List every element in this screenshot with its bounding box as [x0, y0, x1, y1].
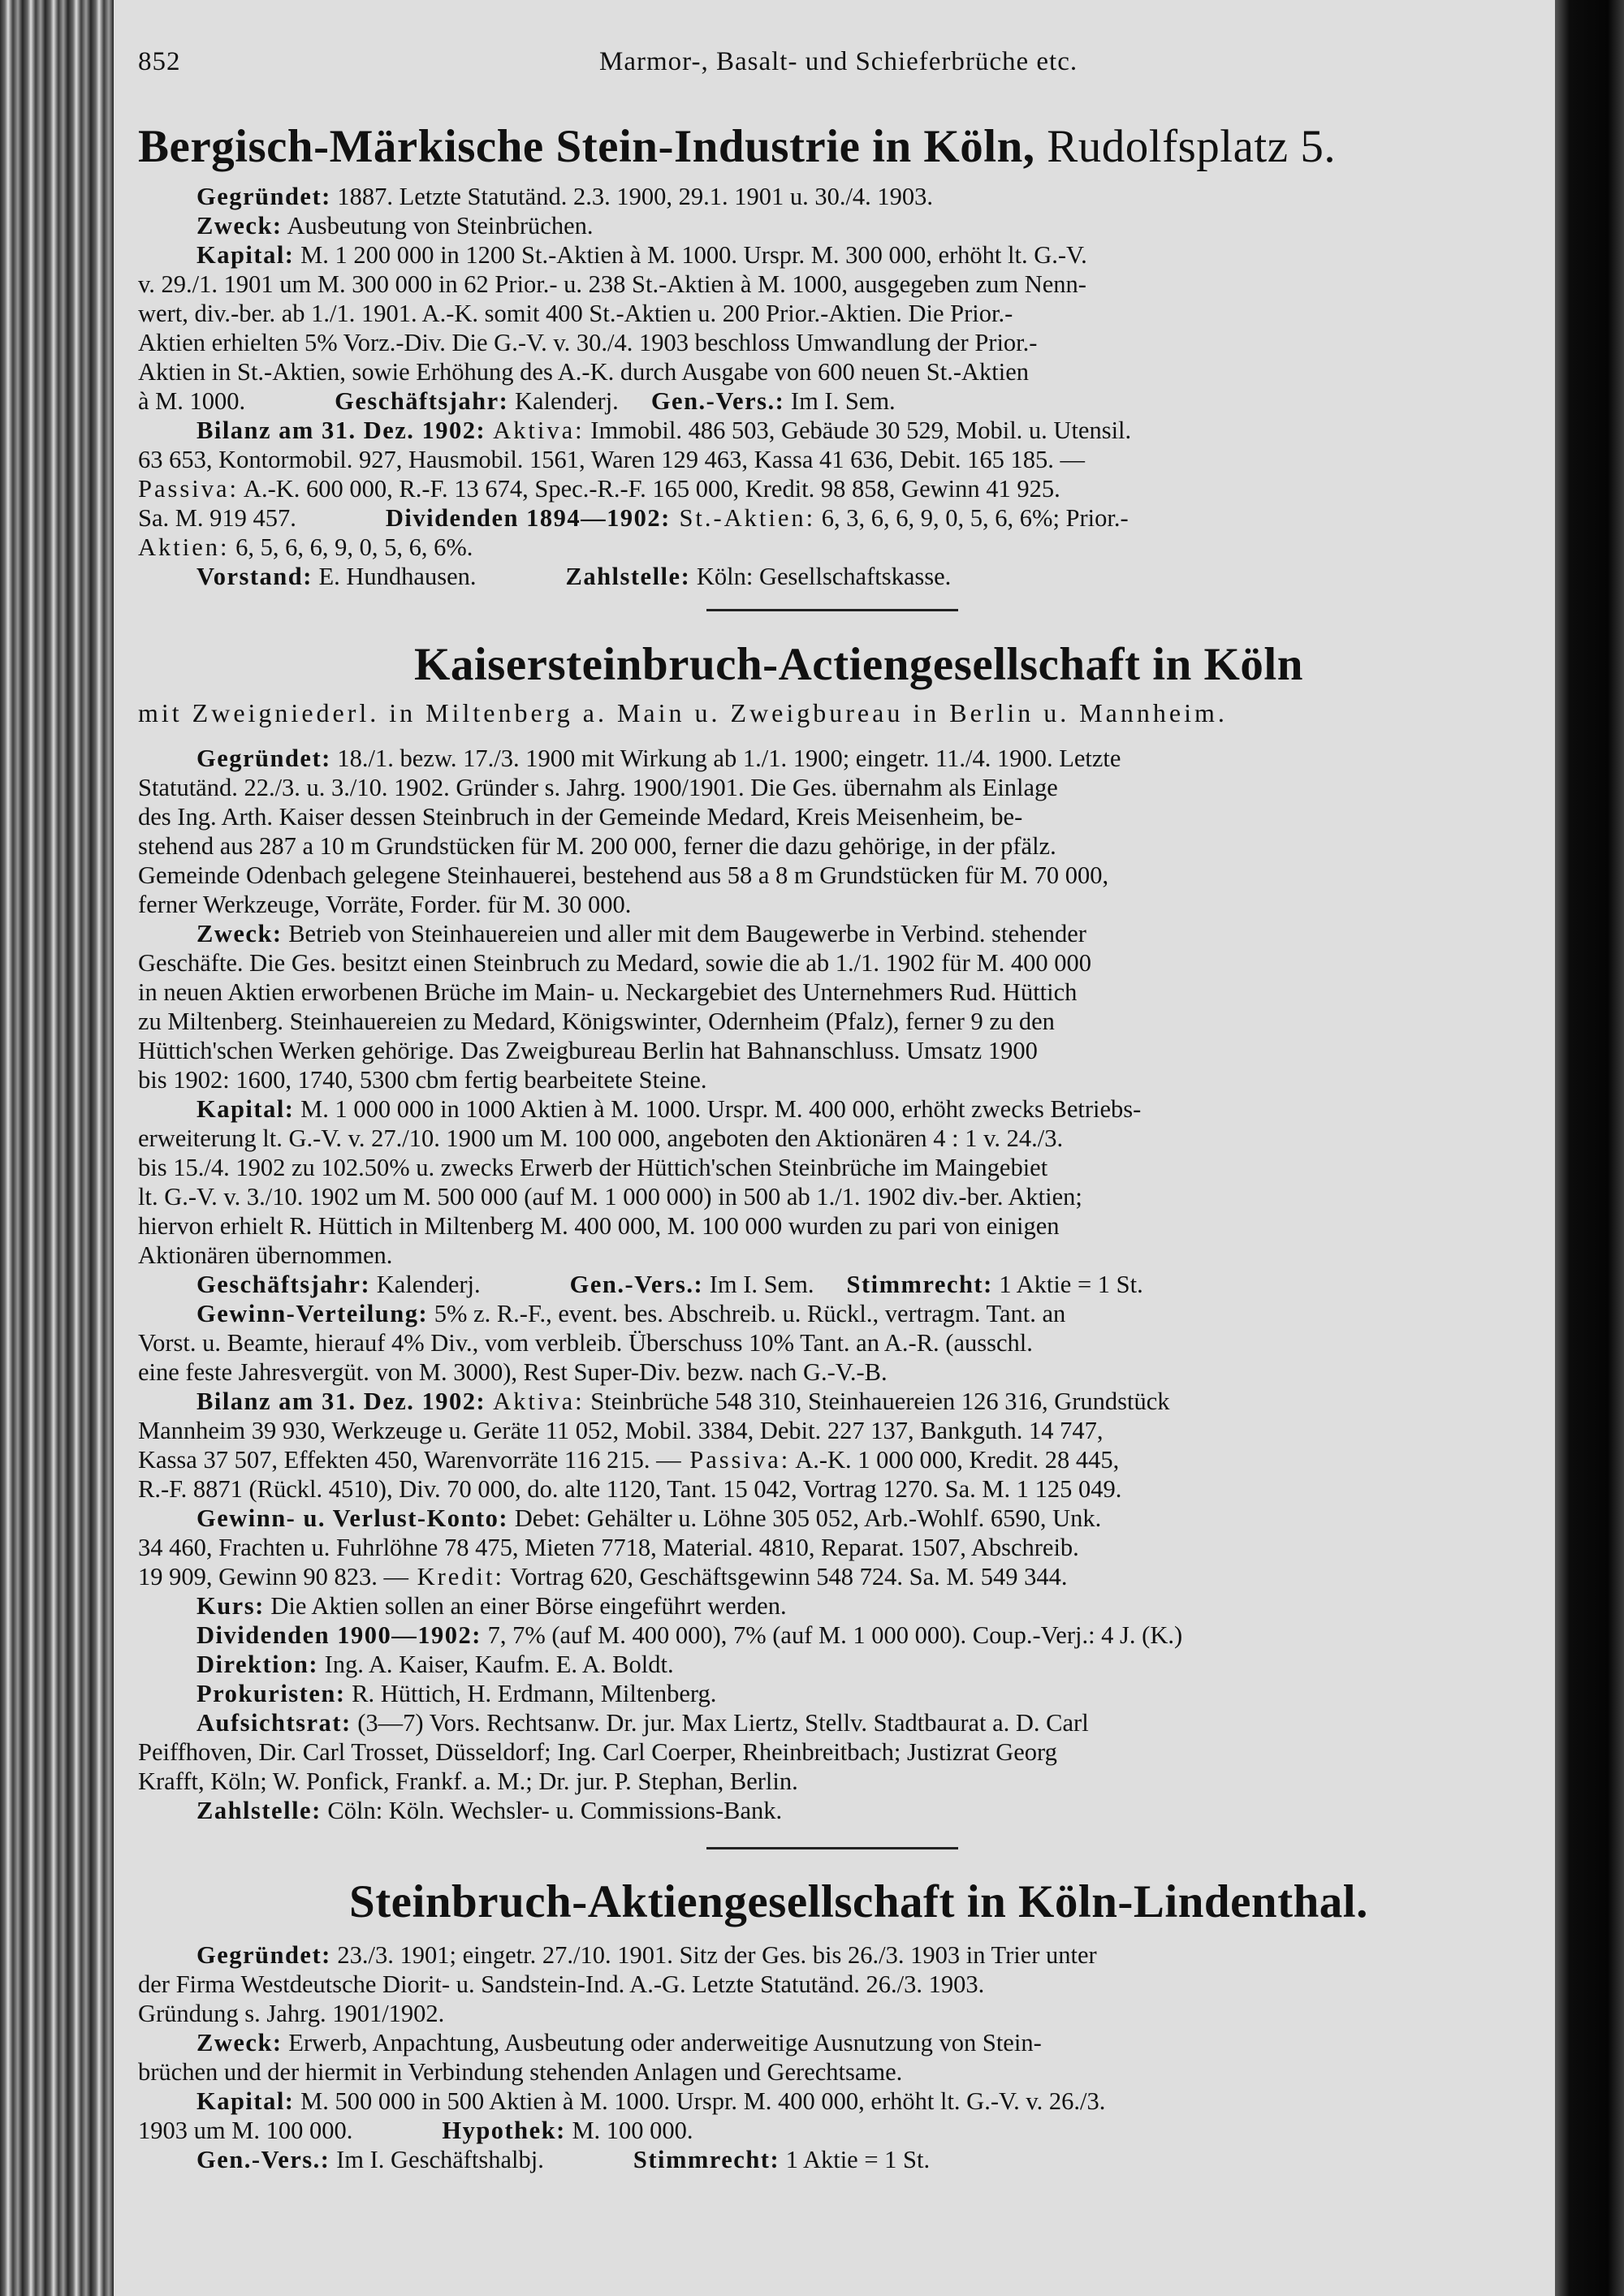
field-text: Erwerb, Anpachtung, Ausbeutung oder anderweitige Ausnutzung von Stein-: [282, 2029, 1042, 2056]
entry-line: [138, 1036, 1038, 1065]
field-sublabel: Aktiva:: [486, 416, 585, 444]
field-label: Geschäftsjahr:: [335, 387, 509, 415]
section-divider: [706, 1847, 958, 1849]
field-text: Statutänd. 22./3. u. 3./10. 1902. Gründer s. Jahrg. 1900/1901. Die Ges. übernahm als Einlage: [138, 774, 1058, 801]
field-label: Kapital:: [197, 2087, 295, 2115]
field-text: à M. 1000.: [138, 387, 246, 415]
field-text: Ing. A. Kaiser, Kaufm. E. A. Boldt.: [318, 1651, 674, 1678]
dark-page-edge: [1555, 0, 1624, 2296]
entry-line: [138, 328, 1037, 357]
entry-line: [138, 1124, 1063, 1153]
entry-line: [138, 474, 1060, 503]
field-label: Gen.-Vers.:: [197, 2146, 330, 2173]
section-divider: [706, 609, 958, 611]
field-text: des Ing. Arth. Kaiser dessen Steinbruch in der Gemeinde Medard, Kreis Meisenheim, be-: [138, 803, 1023, 831]
entry-line: [138, 948, 1091, 978]
entry-line: [197, 416, 1131, 445]
field-text: 23./3. 1901; eingetr. 27./10. 1901. Sitz der Ges. bis 26./3. 1903 in Trier unter: [330, 1941, 1097, 1969]
field-label: Zahlstelle:: [565, 563, 691, 590]
field-text: eine feste Jahresvergüt. von M. 3000), Rest Super-Div. bezw. nach G.-V.-B.: [138, 1358, 888, 1386]
field-text: 5% z. R.-F., event. bes. Abschreib. u. Rückl., vertragm. Tant. an: [428, 1300, 1066, 1327]
field-text: Aktionären übernommen.: [138, 1241, 393, 1269]
field-text: in neuen Aktien erworbenen Brüche im Main- u. Neckargebiet des Unternehmers Rud. Hüttich: [138, 978, 1078, 1006]
entry-line: [138, 1007, 1055, 1036]
field-text: Steinbrüche 548 310, Steinhauereien 126 316, Grundstück: [584, 1388, 1170, 1415]
field-text: Immobil. 486 503, Gebäude 30 529, Mobil. u. Utensil.: [584, 416, 1132, 444]
field-label: Hypothek:: [442, 2117, 566, 2144]
field-text: bis 15./4. 1902 zu 102.50% u. zwecks Erwerb der Hüttich'schen Steinbrüche im Maingebiet: [138, 1154, 1048, 1181]
field-text: Kassa 37 507, Effekten 450, Warenvorräte 116 215. —: [138, 1446, 681, 1474]
field-text: Aktien in St.-Aktien, sowie Erhöhung des A.-K. durch Ausgabe von 600 neuen St.-Aktien: [138, 358, 1030, 386]
field-text: Gründung s. Jahrg. 1901/1902.: [138, 2000, 445, 2027]
field-text: 7, 7% (auf M. 400 000), 7% (auf M. 1 000 000). Coup.-Verj.: 4 J. (K.): [481, 1621, 1183, 1649]
entry-line: [197, 1650, 674, 1679]
field-sublabel: St.-Aktien:: [670, 504, 816, 532]
entry-line: [138, 1211, 1060, 1241]
entry-line: [138, 831, 1056, 861]
field-label: Zweck:: [197, 920, 283, 947]
field-text: E. Hundhausen.: [312, 563, 477, 590]
field-text: Im I. Sem.: [784, 387, 896, 415]
entry-line: [197, 2087, 1105, 2116]
field-text: der Firma Westdeutsche Diorit- u. Sandstein-Ind. A.-G. Letzte Statutänd. 26./3. 1903.: [138, 1970, 985, 1998]
field-text: Geschäfte. Die Ges. besitzt einen Steinbruch zu Medard, sowie die ab 1./1. 1902 für M. 400 000: [138, 949, 1091, 977]
field-label: Gegründet:: [197, 744, 331, 772]
entry-line: [138, 978, 1077, 1007]
field-text: M. 500 000 in 500 Aktien à M. 1000. Urspr. M. 400 000, erhöht lt. G.-V. v. 26./3.: [294, 2087, 1106, 2115]
entry-line: [197, 562, 951, 591]
company-title: [138, 120, 1336, 173]
field-sublabel: Passiva:: [138, 475, 239, 503]
entry-line: [138, 1737, 1057, 1767]
field-text: wert, div.-ber. ab 1./1. 1901. A.-K. somit 400 St.-Aktien u. 200 Prior.-Aktien. Die Prior.-: [138, 300, 1013, 327]
field-label: Stimmrecht:: [846, 1271, 993, 1298]
field-text: Vortrag 620, Geschäftsgewinn 548 724. Sa. M. 549 344.: [503, 1563, 1068, 1590]
entry-line: [197, 1679, 716, 1708]
field-text: Im I. Geschäftshalbj.: [330, 2146, 544, 2173]
field-label: Direktion:: [197, 1651, 318, 1678]
entry-line: [138, 1999, 444, 2028]
field-text: brüchen und der hiermit in Verbindung stehenden Anlagen und Gerechtsame.: [138, 2058, 903, 2086]
entry-line: [197, 1621, 1182, 1650]
entry-line: [138, 357, 1029, 386]
entry-line: [138, 890, 631, 919]
field-label: Geschäftsjahr:: [197, 1271, 371, 1298]
entry-line: [138, 1767, 798, 1796]
entry-line: [138, 1241, 392, 1270]
field-label: Gewinn- u. Verlust-Konto:: [197, 1504, 509, 1532]
entry-line: [197, 1299, 1065, 1328]
entry-line: [138, 2116, 693, 2145]
page-number: 852: [138, 47, 181, 76]
company-name: Bergisch-Märkische Stein-Industrie in Köln,: [138, 121, 1035, 172]
field-label: Zahlstelle:: [197, 1797, 322, 1824]
entry-line: [138, 445, 1085, 474]
entry-line: [138, 1065, 707, 1094]
field-text: 19 909, Gewinn 90 823. —: [138, 1563, 408, 1590]
entry-line: [138, 1970, 984, 1999]
field-text: R. Hüttich, H. Erdmann, Miltenberg.: [345, 1680, 717, 1707]
field-text: Krafft, Köln; W. Ponfick, Frankf. a. M.; Dr. jur. P. Stephan, Berlin.: [138, 1767, 798, 1795]
entry-line: [197, 1387, 1170, 1416]
field-text: R.-F. 8871 (Rückl. 4510), Div. 70 000, do. alte 1120, Tant. 15 042, Vortrag 1270. Sa. M. 1 125 049.: [138, 1475, 1122, 1503]
field-text: ferner Werkzeuge, Vorräte, Forder. für M. 30 000.: [138, 891, 632, 918]
field-label: Zweck:: [197, 2029, 283, 2056]
field-text: Die Aktien sollen an einer Börse eingeführt werden.: [264, 1592, 787, 1620]
field-text: 6, 3, 6, 6, 9, 0, 5, 6, 6%; Prior.-: [815, 504, 1129, 532]
field-text: A.-K. 1 000 000, Kredit. 28 445,: [790, 1446, 1120, 1474]
book-spine-edge: [0, 0, 114, 2296]
field-text: erweiterung lt. G.-V. v. 27./10. 1900 um M. 100 000, angeboten den Aktionären 4 : 1 v. 24./3.: [138, 1124, 1064, 1152]
field-text: Mannheim 39 930, Werkzeuge u. Geräte 11 052, Mobil. 3384, Debit. 227 137, Bankguth. 14 747,: [138, 1417, 1104, 1444]
entry-line: [138, 1182, 1082, 1211]
field-label: Gewinn-Verteilung:: [197, 1300, 429, 1327]
field-label: Kurs:: [197, 1592, 265, 1620]
field-text: Aktien erhielten 5% Vorz.-Div. Die G.-V. v. 30./4. 1903 beschloss Umwandlung der Prior.-: [138, 329, 1038, 356]
field-text: M. 1 200 000 in 1200 St.-Aktien à M. 1000. Urspr. M. 300 000, erhöht lt. G.-V.: [294, 241, 1087, 269]
entry-line: [138, 1328, 1033, 1357]
entry-line: [138, 1474, 1121, 1504]
entry-line: [197, 1940, 1097, 1970]
field-text: Köln: Gesellschaftskasse.: [690, 563, 952, 590]
entry-line: [197, 919, 1086, 948]
field-text: 63 653, Kontormobil. 927, Hausmobil. 1561, Waren 129 463, Kassa 41 636, Debit. 165 185. —: [138, 446, 1086, 473]
entry-line: [138, 2057, 902, 2087]
entry-line: [197, 240, 1087, 270]
entry-line: [138, 386, 896, 416]
entry-line: [138, 299, 1013, 328]
field-text: A.-K. 600 000, R.-F. 13 674, Spec.-R.-F. 165 000, Kredit. 98 858, Gewinn 41 925.: [238, 475, 1060, 503]
field-text: 1 Aktie = 1 St.: [780, 2146, 931, 2173]
entry-line: [138, 270, 1086, 299]
field-text: (3—7) Vors. Rechtsanw. Dr. jur. Max Liertz, Stellv. Stadtbaurat a. D. Carl: [351, 1709, 1089, 1737]
entry-line: [138, 1153, 1047, 1182]
entry-line: [197, 1270, 1143, 1299]
field-text: 34 460, Frachten u. Fuhrlöhne 78 475, Mieten 7718, Material. 4810, Reparat. 1507, Abschreib.: [138, 1534, 1079, 1561]
entry-line: [197, 1591, 787, 1621]
company-title: Kaisersteinbruch-Actiengesellschaft in Köln: [414, 639, 1303, 690]
field-label: Kapital:: [197, 1095, 295, 1123]
field-text: M. 1 000 000 in 1000 Aktien à M. 1000. Urspr. M. 400 000, erhöht zwecks Betriebs-: [294, 1095, 1142, 1123]
field-text: zu Miltenberg. Steinhauereien zu Medard, Königswinter, Odernheim (Pfalz), ferner 9 zu den: [138, 1008, 1055, 1035]
field-text: stehend aus 287 a 10 m Grundstücken für M. 200 000, ferner die dazu gehörige, in der pfälz.: [138, 832, 1056, 860]
company-subtitle: mit Zweigniederl. in Miltenberg a. Main u. Zweigbureau in Berlin u. Mannheim.: [138, 698, 1228, 727]
entry-line: [138, 1445, 1119, 1474]
field-text: lt. G.-V. v. 3./10. 1902 um M. 500 000 (auf M. 1 000 000) in 500 ab 1./1. 1902 div.-ber. Aktien;: [138, 1183, 1082, 1211]
field-label: Stimmrecht:: [633, 2146, 780, 2173]
company-address: Rudolfsplatz 5.: [1047, 121, 1337, 172]
entry-line: [138, 1533, 1079, 1562]
field-text: 18./1. bezw. 17./3. 1900 mit Wirkung ab 1./1. 1900; eingetr. 11./4. 1900. Letzte: [330, 744, 1121, 772]
entry-line: [197, 1708, 1089, 1737]
entry-line: [138, 861, 1108, 890]
entry-line: [197, 2028, 1042, 2057]
entry-line: [138, 773, 1058, 802]
field-text: M. 100 000.: [565, 2117, 693, 2144]
field-sublabel: Aktien:: [138, 533, 230, 561]
company-title: Steinbruch-Aktiengesellschaft in Köln-Lindenthal.: [349, 1876, 1368, 1927]
entry-line: [197, 1094, 1141, 1124]
field-label: Dividenden 1894—1902:: [385, 504, 671, 532]
field-text: Kalenderj.: [508, 387, 619, 415]
field-text: Debet: Gehälter u. Löhne 305 052, Arb.-Wohlf. 6590, Unk.: [508, 1504, 1102, 1532]
field-text: Ausbeutung von Steinbrüchen.: [282, 212, 594, 240]
field-sublabel: Kredit:: [408, 1563, 504, 1590]
field-text: v. 29./1. 1901 um M. 300 000 in 62 Prior.- u. 238 St.-Aktien à M. 1000, ausgegeben zum Nenn-: [138, 270, 1086, 298]
field-label: Kapital:: [197, 241, 295, 269]
running-title: Marmor-, Basalt- und Schieferbrüche etc.: [599, 47, 1078, 76]
entry-line: [197, 1796, 782, 1825]
entry-line: [138, 503, 1129, 533]
field-sublabel: Aktiva:: [486, 1388, 585, 1415]
field-text: Kalenderj.: [370, 1271, 481, 1298]
entry-line: [138, 533, 473, 562]
field-text: bis 1902: 1600, 1740, 5300 cbm fertig bearbeitete Steine.: [138, 1066, 707, 1094]
entry-line: [197, 182, 933, 211]
entry-line: [138, 802, 1022, 831]
field-text: Vorst. u. Beamte, hierauf 4% Div., vom verbleib. Überschuss 10% Tant. an A.-R. (ausschl.: [138, 1329, 1033, 1357]
field-text: 1 Aktie = 1 St.: [992, 1271, 1143, 1298]
entry-line: [138, 1357, 888, 1387]
entry-line: [197, 2145, 930, 2174]
field-text: Peiffhoven, Dir. Carl Trosset, Düsseldorf; Ing. Carl Coerper, Rheinbreitbach; Justizrat Georg: [138, 1738, 1057, 1766]
entry-line: [197, 211, 593, 240]
field-text: Im I. Sem.: [703, 1271, 814, 1298]
field-sublabel: Passiva:: [680, 1446, 791, 1474]
field-text: 1903 um M. 100 000.: [138, 2117, 353, 2144]
field-text: Hüttich'schen Werken gehörige. Das Zweigbureau Berlin hat Bahnanschluss. Umsatz 1900: [138, 1037, 1038, 1064]
field-text: Sa. M. 919 457.: [138, 504, 296, 532]
field-label: Vorstand:: [197, 563, 313, 590]
field-label: Aufsichtsrat:: [197, 1709, 352, 1737]
field-label: Bilanz am 31. Dez. 1902:: [197, 416, 486, 444]
field-label: Zweck:: [197, 212, 283, 240]
field-label: Gen.-Vers.:: [569, 1271, 704, 1298]
field-text: Gemeinde Odenbach gelegene Steinhauerei, bestehend aus 58 a 8 m Grundstücken für M. 70 000,: [138, 861, 1109, 889]
entry-line: [197, 1504, 1101, 1533]
field-text: hiervon erhielt R. Hüttich in Miltenberg M. 400 000, M. 100 000 wurden zu pari von einigen: [138, 1212, 1060, 1240]
field-text: Betrieb von Steinhauereien und aller mit dem Baugewerbe in Verbind. stehender: [282, 920, 1086, 947]
field-text: 1887. Letzte Statutänd. 2.3. 1900, 29.1. 1901 u. 30./4. 1903.: [330, 183, 934, 210]
entry-line: [197, 744, 1121, 773]
field-label: Bilanz am 31. Dez. 1902:: [197, 1388, 486, 1415]
field-label: Gen.-Vers.:: [650, 387, 785, 415]
field-label: Prokuristen:: [197, 1680, 346, 1707]
field-text: 6, 5, 6, 6, 9, 0, 5, 6, 6%.: [229, 533, 473, 561]
field-label: Gegründet:: [197, 1941, 331, 1969]
field-label: Gegründet:: [197, 183, 331, 210]
field-label: Dividenden 1900—1902:: [197, 1621, 482, 1649]
field-text: Cöln: Köln. Wechsler- u. Commissions-Bank.: [321, 1797, 783, 1824]
entry-line: [138, 1562, 1068, 1591]
entry-line: [138, 1416, 1104, 1445]
